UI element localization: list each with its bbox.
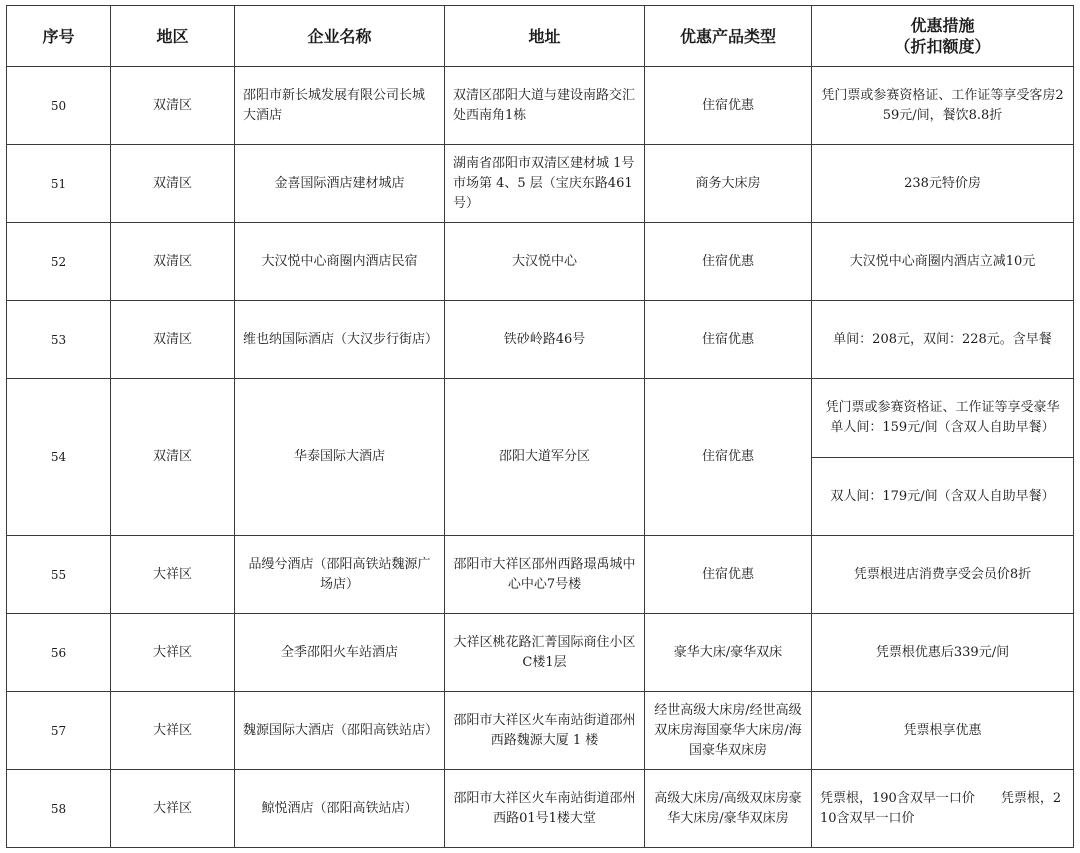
cell-company: 维也纳国际酒店（大汉步行街店） bbox=[235, 301, 445, 379]
cell-discount: 凭票根享优惠 bbox=[812, 692, 1074, 770]
cell-no: 58 bbox=[7, 770, 111, 848]
cell-address: 铁砂岭路46号 bbox=[445, 301, 645, 379]
cell-district: 大祥区 bbox=[111, 770, 235, 848]
cell-address: 湖南省邵阳市双清区建材城 1号市场第 4、5 层（宝庆东路461 号） bbox=[445, 145, 645, 223]
table-row bbox=[7, 67, 1074, 145]
cell-type: 豪华大床/豪华双床 bbox=[645, 614, 812, 692]
cell-discount-secondary: 双人间：179元/间（含双人自助早餐） bbox=[812, 458, 1074, 536]
discount-table bbox=[6, 5, 1074, 848]
cell-no: 54 bbox=[7, 379, 111, 536]
table-row bbox=[7, 536, 1074, 614]
cell-type: 高级大床房/高级双床房豪华大床房/豪华双床房 bbox=[645, 770, 812, 848]
cell-type: 经世高级大床房/经世高级双床房海国豪华大床房/海国豪华双床房 bbox=[645, 692, 812, 770]
cell-discount: 大汉悦中心商圈内酒店立减10元 bbox=[812, 223, 1074, 301]
cell-discount: 238元特价房 bbox=[812, 145, 1074, 223]
cell-district: 大祥区 bbox=[111, 614, 235, 692]
table-row bbox=[7, 223, 1074, 301]
cell-discount: 凭门票或参赛资格证、工作证等享受豪华单人间：159元/间（含双人自助早餐） bbox=[812, 379, 1074, 458]
cell-address: 邵阳市大祥区火车南站街道邵州西路01号1楼大堂 bbox=[445, 770, 645, 848]
cell-district: 双清区 bbox=[111, 379, 235, 536]
header-address: 地址 bbox=[445, 6, 645, 67]
cell-district: 双清区 bbox=[111, 223, 235, 301]
header-discount-line2: （折扣额度） bbox=[894, 37, 991, 56]
cell-no: 53 bbox=[7, 301, 111, 379]
table-row bbox=[7, 692, 1074, 770]
cell-no: 55 bbox=[7, 536, 111, 614]
cell-company: 大汉悦中心商圈内酒店民宿 bbox=[235, 223, 445, 301]
cell-discount: 凭票根，190含双早一口价 凭票根，210含双早一口价 bbox=[812, 770, 1074, 848]
table-row bbox=[7, 770, 1074, 848]
cell-company: 品缦兮酒店（邵阳高铁站魏源广场店） bbox=[235, 536, 445, 614]
cell-address: 邵阳市大祥区邵州西路璟禹城中心中心7号楼 bbox=[445, 536, 645, 614]
cell-type: 住宿优惠 bbox=[645, 536, 812, 614]
table-row bbox=[7, 301, 1074, 379]
cell-address: 双清区邵阳大道与建设南路交汇处西南角1栋 bbox=[445, 67, 645, 145]
cell-type: 住宿优惠 bbox=[645, 67, 812, 145]
cell-no: 51 bbox=[7, 145, 111, 223]
header-discount bbox=[812, 6, 1074, 67]
cell-address: 邵阳大道军分区 bbox=[445, 379, 645, 536]
cell-district: 双清区 bbox=[111, 67, 235, 145]
cell-no: 52 bbox=[7, 223, 111, 301]
table-row bbox=[7, 614, 1074, 692]
cell-type: 商务大床房 bbox=[645, 145, 812, 223]
cell-type: 住宿优惠 bbox=[645, 301, 812, 379]
cell-address: 邵阳市大祥区火车南站街道邵州西路魏源大厦 1 楼 bbox=[445, 692, 645, 770]
cell-company: 魏源国际大酒店（邵阳高铁站店） bbox=[235, 692, 445, 770]
cell-district: 双清区 bbox=[111, 145, 235, 223]
header-type: 优惠产品类型 bbox=[645, 6, 812, 67]
cell-address: 大汉悦中心 bbox=[445, 223, 645, 301]
cell-discount: 单间：208元，双间：228元。含早餐 bbox=[812, 301, 1074, 379]
header-company: 企业名称 bbox=[235, 6, 445, 67]
table-row bbox=[7, 145, 1074, 223]
cell-company: 邵阳市新长城发展有限公司长城大酒店 bbox=[235, 67, 445, 145]
cell-company: 华泰国际大酒店 bbox=[235, 379, 445, 536]
header-district: 地区 bbox=[111, 6, 235, 67]
header-discount-line1: 优惠措施 bbox=[910, 16, 975, 35]
cell-district: 双清区 bbox=[111, 301, 235, 379]
cell-district: 大祥区 bbox=[111, 692, 235, 770]
cell-company: 金喜国际酒店建材城店 bbox=[235, 145, 445, 223]
cell-no: 56 bbox=[7, 614, 111, 692]
cell-no: 57 bbox=[7, 692, 111, 770]
cell-discount: 凭票根进店消费享受会员价8折 bbox=[812, 536, 1074, 614]
cell-discount: 凭门票或参赛资格证、工作证等享受客房259元/间，餐饮8.8折 bbox=[812, 67, 1074, 145]
table-row bbox=[7, 379, 1074, 458]
cell-company: 鲸悦酒店（邵阳高铁站店） bbox=[235, 770, 445, 848]
header-no: 序号 bbox=[7, 6, 111, 67]
cell-address: 大祥区桃花路汇菁国际商住小区C楼1层 bbox=[445, 614, 645, 692]
cell-company: 全季邵阳火车站酒店 bbox=[235, 614, 445, 692]
cell-no: 50 bbox=[7, 67, 111, 145]
cell-district: 大祥区 bbox=[111, 536, 235, 614]
cell-discount: 凭票根优惠后339元/间 bbox=[812, 614, 1074, 692]
cell-type: 住宿优惠 bbox=[645, 223, 812, 301]
cell-type: 住宿优惠 bbox=[645, 379, 812, 536]
header-row bbox=[7, 6, 1074, 67]
